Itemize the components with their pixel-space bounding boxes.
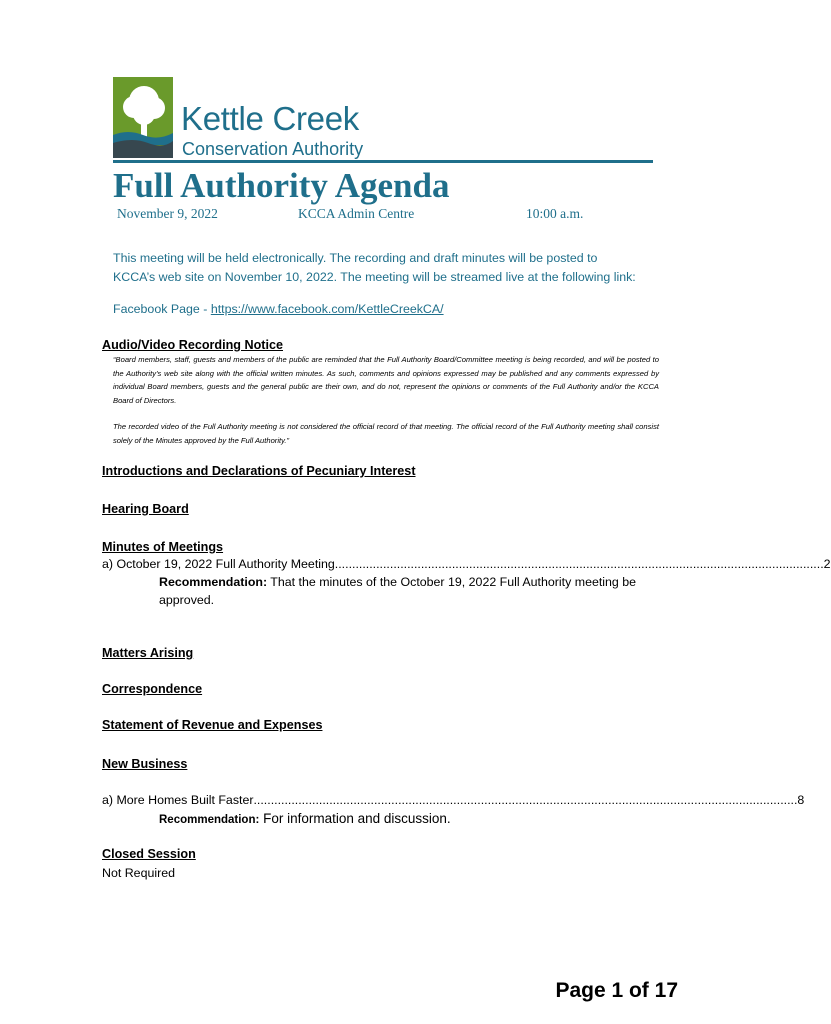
page-number: Page 1 of 17 [555, 979, 678, 1002]
header-divider [113, 160, 653, 163]
minutes-heading: Minutes of Meetings [102, 540, 224, 554]
hearing-board-heading: Hearing Board [102, 502, 189, 516]
page-title: Full Authority Agenda [113, 166, 450, 205]
intro-paragraph [113, 249, 673, 287]
recommendation-label: Recommendation: [159, 575, 268, 589]
org-name: Kettle Creek [181, 100, 359, 137]
facebook-label: Facebook Page - [113, 302, 211, 316]
new-business-recommendation [159, 810, 659, 829]
new-business-item-page: 8 [797, 793, 805, 807]
facebook-link[interactable]: https://www.facebook.com/KettleCreekCA/ [210, 302, 444, 316]
intro-line: KCCA’s web site on November 10, 2022. The meeting will be streamed live at the following link: [113, 270, 636, 284]
closed-session-text: Not Required [102, 866, 176, 880]
revenue-heading: Statement of Revenue and Expenses [102, 718, 323, 732]
recommendation-text: For information and discussion. [259, 811, 451, 826]
minutes-item [102, 557, 831, 571]
minutes-item-page: 2 [823, 557, 831, 571]
introductions-heading: Introductions and Declarations of Pecuniary Interest [102, 464, 416, 478]
recommendation-text: That the minutes of the October 19, 2022 Full Authority meeting be approved. [159, 575, 637, 607]
recording-notice-paragraph-2: The recorded video of the Full Authority meeting is not considered the official record of that meeting. The official record of the Full Authority meeting shall consist solely of the Minutes approved by the Full Authority.” [113, 422, 659, 445]
minutes-item-label: a) October 19, 2022 Full Authority Meeting [102, 557, 335, 571]
correspondence-heading: Correspondence [102, 682, 203, 696]
meeting-date: November 9, 2022 [117, 206, 218, 221]
meeting-location: KCCA Admin Centre [298, 206, 415, 221]
closed-session-heading: Closed Session [102, 847, 196, 861]
recommendation-label: Recommendation: [159, 814, 260, 826]
facebook-line [113, 302, 444, 316]
new-business-item [102, 793, 805, 807]
leader-dots: .............................................................................................................................................. [334, 557, 824, 571]
org-subtitle: Conservation Authority [182, 139, 364, 159]
leader-dots: .............................................................................................................................................................. [253, 793, 798, 807]
tree-logo-icon [113, 77, 173, 158]
intro-line: This meeting will be held electronically. The recording and draft minutes will be posted to [113, 251, 598, 265]
recording-notice-heading: Audio/Video Recording Notice [102, 338, 283, 352]
matters-arising-heading: Matters Arising [102, 646, 194, 660]
new-business-heading: New Business [102, 757, 188, 771]
new-business-item-label: a) More Homes Built Faster [102, 793, 254, 807]
recording-notice-paragraph-1: “Board members, staff, guests and members of the public are reminded that the Full Authority Board/Committee meeting is being recorded, and will be posted to the Authority’s web site along with the official written minutes. As such, comments and opinions expressed may be published and any comments expressed by individual Board members, guests and the general public are their own, and do not, represent the opinions or comments of the Full Authority and/or the KCCA Board of Directors. [113, 355, 659, 405]
meeting-time: 10:00 a.m. [526, 206, 584, 221]
minutes-recommendation [159, 573, 659, 609]
